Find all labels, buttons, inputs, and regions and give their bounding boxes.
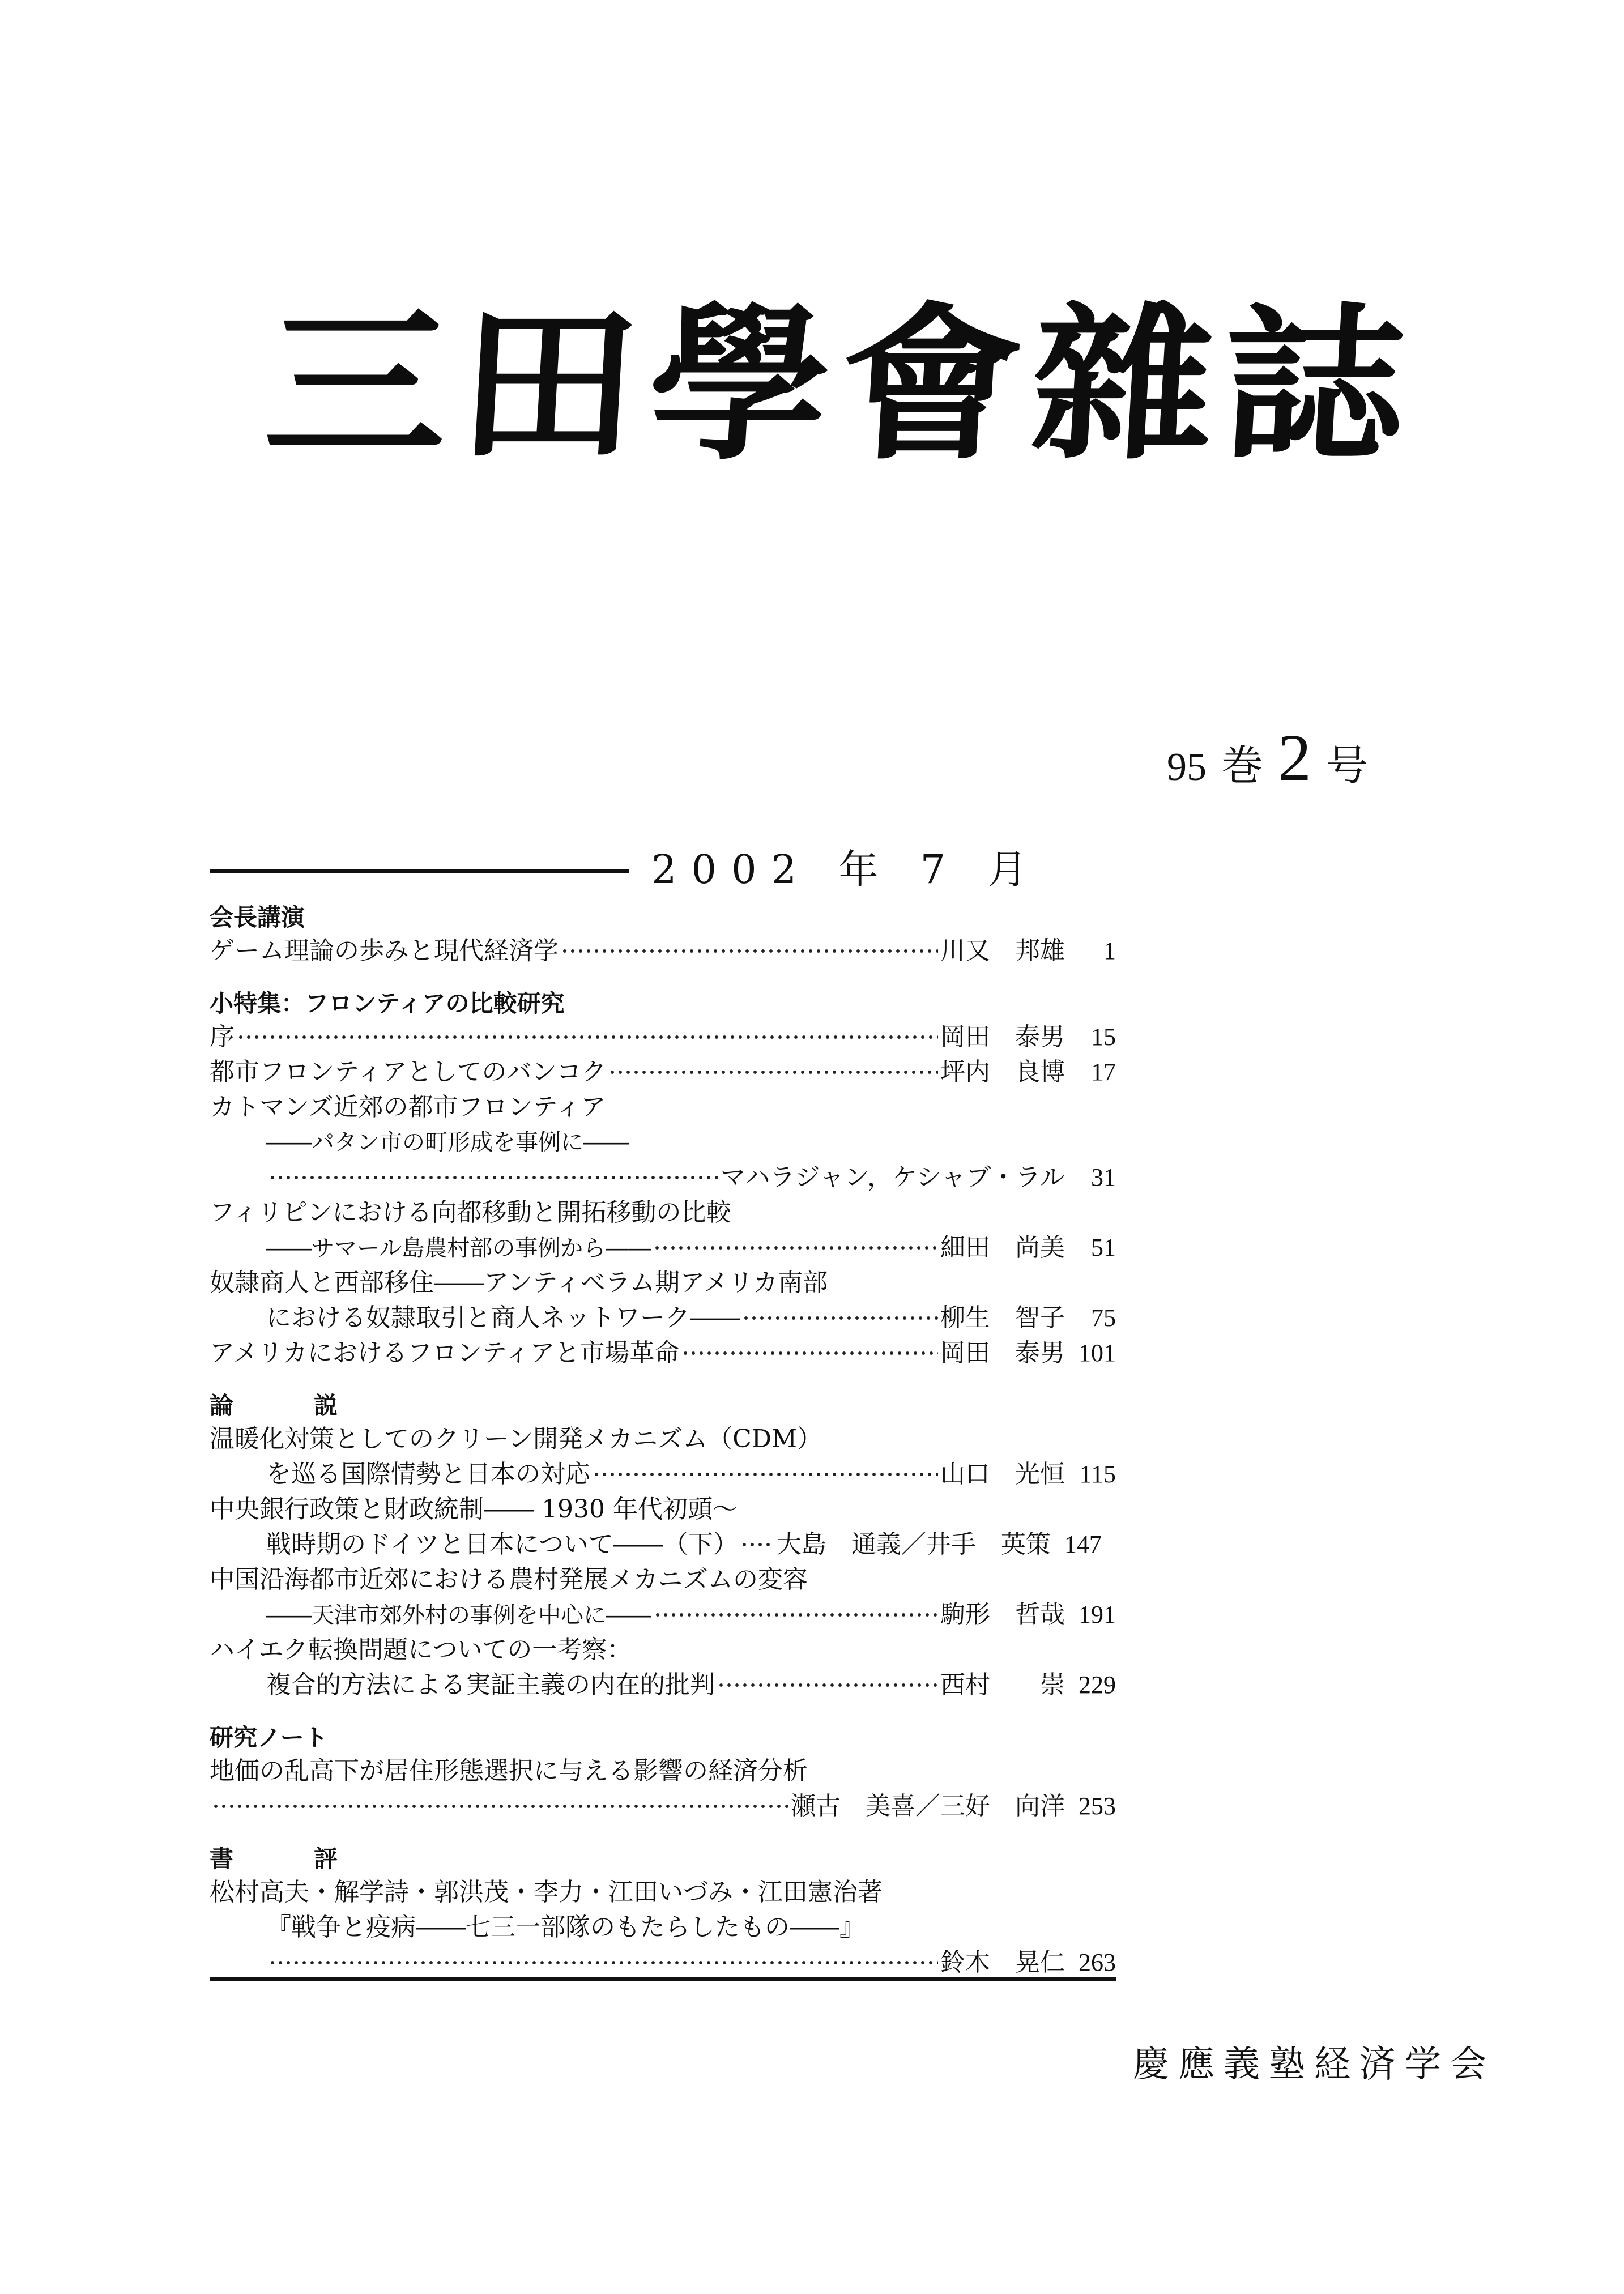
- toc-entry[interactable]: [210, 1336, 1116, 1371]
- dot-leader: [237, 1034, 938, 1040]
- dot-leader: [561, 948, 938, 954]
- dot-leader: [653, 1245, 938, 1251]
- issue-date: 2002 年 7 月: [651, 846, 1042, 893]
- publisher-name: 慶應義塾経済学会: [1133, 2044, 1495, 2086]
- entry-page: 229: [1079, 1671, 1116, 1699]
- entry-author: 山口 光恒: [940, 1460, 1065, 1489]
- toc-entry-author-line[interactable]: [266, 1945, 1116, 1980]
- dot-leader: [593, 1472, 938, 1477]
- entry-subtitle: ――パタン市の町形成を事例に――: [266, 1129, 629, 1155]
- toc-entry-title-line[interactable]: [210, 1562, 1116, 1597]
- toc-entry-title-line[interactable]: [210, 1875, 1116, 1910]
- masthead-char: 三: [261, 287, 453, 483]
- entry-author: 柳生 智子: [940, 1303, 1065, 1332]
- entry-subtitle: ――天津市郊外村の事例を中心に――: [266, 1602, 651, 1628]
- dot-leader: [212, 1803, 788, 1809]
- entry-title: 温暖化対策としてのクリーン開発メカニズム（CDM）: [210, 1425, 822, 1453]
- entry-title: ハイエク転換問題についての一考察：: [210, 1635, 632, 1664]
- entry-page: 191: [1079, 1601, 1116, 1628]
- toc-entry-subtitle-line[interactable]: [266, 1457, 1116, 1492]
- masthead-char: 田: [452, 287, 645, 483]
- section-heading-reviews: 書 評: [210, 1845, 366, 1873]
- section-heading-articles: 論 説: [210, 1392, 366, 1419]
- toc-entry-title-line[interactable]: [210, 1492, 1116, 1527]
- masthead-char: 學: [643, 287, 836, 483]
- entry-title: 松村高夫・解学詩・郭洪茂・李力・江田いづみ・江田憲治著: [210, 1878, 883, 1907]
- entry-title: 都市フロンティアとしてのバンコク: [210, 1058, 607, 1086]
- toc-entry[interactable]: [210, 933, 1116, 969]
- entry-page: 115: [1079, 1460, 1116, 1488]
- entry-page: 75: [1091, 1304, 1116, 1332]
- entry-page: 17: [1091, 1058, 1116, 1086]
- entry-subtitle: 『戦争と疫病――七三一部隊のもたらしたもの――』: [266, 1913, 864, 1942]
- toc-entry-title-line[interactable]: [210, 1422, 1116, 1457]
- volume-label: 巻: [1221, 741, 1263, 790]
- date-rule: [210, 869, 629, 873]
- volume-number: 95: [1167, 745, 1207, 789]
- dot-leader: [717, 1682, 938, 1688]
- entry-page: 263: [1079, 1948, 1116, 1976]
- toc-entry-author-line[interactable]: [266, 1160, 1116, 1195]
- entry-title: 地価の乱高下が居住形態選択に与える影響の経済分析: [210, 1756, 808, 1785]
- section-heading-special: 小特集：フロンティアの比較研究: [210, 990, 565, 1017]
- masthead-char: 會: [835, 287, 1028, 483]
- entry-title: フィリピンにおける向都移動と開拓移動の比較: [210, 1198, 731, 1227]
- entry-title: ゲーム理論の歩みと現代経済学: [210, 936, 559, 965]
- section-heading-notes: 研究ノート: [210, 1724, 328, 1751]
- dot-leader: [681, 1350, 938, 1356]
- entry-page: 51: [1091, 1234, 1116, 1261]
- entry-author: 西村 崇: [940, 1670, 1065, 1699]
- entry-subtitle: における奴隷取引と商人ネットワーク――: [266, 1303, 740, 1332]
- toc-entry-subtitle-line: [266, 1125, 1116, 1160]
- toc-entry-title-line[interactable]: [210, 1754, 1116, 1789]
- entry-author: 瀬古 美喜／三好 向洋: [791, 1792, 1065, 1820]
- entry-subtitle: ――サマール島農村部の事例から――: [266, 1235, 651, 1261]
- entry-title: 中国沿海都市近郊における農村発展メカニズムの変容: [210, 1565, 808, 1594]
- dot-leader: [608, 1069, 938, 1075]
- toc-entry-subtitle-line[interactable]: [266, 1668, 1116, 1703]
- entry-title: 序: [210, 1022, 235, 1051]
- toc-entry[interactable]: [210, 1020, 1116, 1055]
- toc-entry-title-line[interactable]: [210, 1195, 1116, 1230]
- entry-title: アメリカにおけるフロンティアと市場革命: [210, 1338, 680, 1367]
- masthead-char: 雜: [1026, 287, 1219, 483]
- bottom-rule: [210, 1977, 1116, 1981]
- toc-entry-subtitle-line[interactable]: [266, 1527, 1116, 1562]
- issue-number: 2: [1278, 720, 1311, 795]
- issue-label: 号: [1326, 741, 1368, 790]
- entry-subtitle: 複合的方法による実証主義の内在的批判: [266, 1670, 715, 1699]
- entry-author: 坪内 良博: [940, 1058, 1065, 1086]
- entry-author: マハラジャン，ケシャブ・ラル: [720, 1163, 1065, 1192]
- journal-masthead: [261, 283, 1410, 487]
- entry-subtitle: を巡る国際情勢と日本の対応: [266, 1460, 590, 1489]
- entry-page: 101: [1079, 1339, 1116, 1367]
- section-heading-president-lecture: 会長講演: [210, 903, 305, 931]
- volume-issue: [1167, 719, 1427, 810]
- dot-leader: [742, 1315, 938, 1321]
- toc-entry-subtitle-line[interactable]: [266, 1597, 1116, 1632]
- entry-author: 鈴木 晃仁: [940, 1948, 1065, 1977]
- masthead-char: 誌: [1218, 287, 1410, 483]
- entry-author: 川又 邦雄: [940, 936, 1065, 965]
- entry-page: 1: [1103, 937, 1116, 965]
- entry-page: 15: [1091, 1023, 1116, 1051]
- entry-title: カトマンズ近郊の都市フロンティア: [210, 1093, 606, 1122]
- dot-leader: [268, 1960, 938, 1965]
- toc-entry-subtitle-line: [266, 1910, 1116, 1945]
- dot-leader: [654, 1612, 938, 1618]
- toc-entry-subtitle-line[interactable]: [266, 1300, 1116, 1336]
- entry-page: 147: [1064, 1530, 1102, 1558]
- table-of-contents: [210, 901, 1116, 1977]
- entry-subtitle: 戦時期のドイツと日本について――（下）: [266, 1530, 738, 1559]
- dot-leader: [740, 1542, 774, 1547]
- toc-entry[interactable]: [210, 1055, 1116, 1090]
- entry-author: 岡田 泰男: [940, 1022, 1065, 1051]
- entry-title: 中央銀行政策と財政統制―― 1930 年代初頭～: [210, 1495, 738, 1524]
- entry-page: 31: [1091, 1163, 1116, 1191]
- entry-author: 岡田 泰男: [940, 1338, 1065, 1367]
- dot-leader: [268, 1175, 718, 1180]
- toc-entry-author-line[interactable]: [210, 1789, 1116, 1824]
- toc-entry-title-line[interactable]: [210, 1265, 1116, 1300]
- entry-title: 奴隷商人と西部移住――アンティベラム期アメリカ南部: [210, 1268, 828, 1297]
- toc-entry-subtitle-line[interactable]: [266, 1230, 1116, 1265]
- entry-author: 駒形 哲哉: [940, 1600, 1065, 1629]
- entry-page: 253: [1079, 1792, 1116, 1820]
- entry-author: 大島 通義／井手 英策: [776, 1530, 1051, 1559]
- toc-entry-title-line[interactable]: [210, 1632, 1116, 1668]
- toc-entry-title-line[interactable]: [210, 1090, 1116, 1125]
- entry-author: 細田 尚美: [940, 1233, 1065, 1262]
